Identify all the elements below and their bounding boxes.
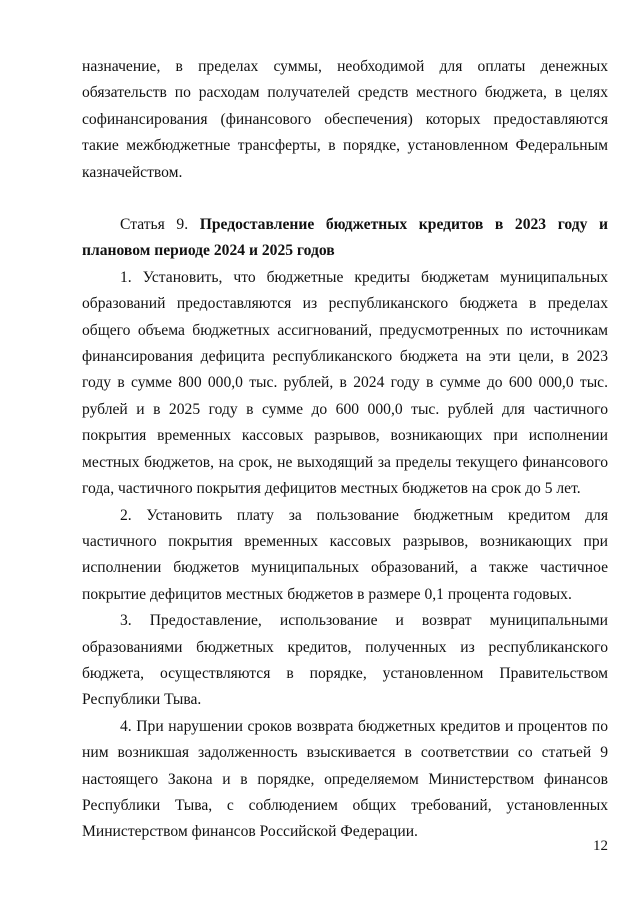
article-paragraph-3: 3. Предоставление, использование и возврат муниципальными образованиями бюджетных кредитов, полученных из республиканского бюджета, осуществляются в порядке, установленном Правительством Республики Тыва. xyxy=(82,612,608,709)
page-number: 12 xyxy=(593,838,608,854)
article-title: Предоставление бюджетных кредитов в 2023 году и плановом периоде 2024 и 2025 годов xyxy=(82,216,608,260)
article-prefix: Статья 9. xyxy=(120,216,200,234)
continuation-paragraph: назначение, в пределах суммы, необходимой для оплаты денежных обязательств по расходам получателей средств местного бюджета, в целях софинансирования (финансового обеспечения) которых предоставляются такие межбюджетные трансферты, в порядке, установленном Федеральным казначейством. xyxy=(82,58,608,181)
document-body xyxy=(82,54,608,846)
article-paragraph-4: 4. При нарушении сроков возврата бюджетных кредитов и процентов по ним возникшая задолженность взыскивается в соответствии со статьей 9 настоящего Закона и в порядке, определяемом Министерством финансов Республики Тыва, с соблюдением общих требований, установленных Министерством финансов Российской Федерации. xyxy=(82,717,608,841)
article-paragraph-1: 1. Установить, что бюджетные кредиты бюджетам муниципальных образований предоставляются из республиканского бюджета в пределах общего объема бюджетных ассигнований, предусмотренных по источникам финансирования дефицита республиканского бюджета на эти цели, в 2023 году в сумме 800 000,0 тыс. рублей, в 2024 году в сумме до 600 000,0 тыс. рублей и в 2025 году в сумме до 600 000,0 тыс. рублей для частичного покрытия временных кассовых разрывов, возникающих при исполнении местных бюджетов, на срок, не выходящий за пределы текущего финансового года, частичного покрытия дефицитов местных бюджетов на срок до 5 лет. xyxy=(82,268,608,498)
article-paragraph-2: 2. Установить плату за пользование бюджетным кредитом для частичного покрытия временных кассовых разрывов, возникающих при исполнении бюджетов муниципальных образований, а также частичное покрытие дефицитов местных бюджетов в размере 0,1 процента годовых. xyxy=(82,506,608,603)
article-heading xyxy=(82,212,608,265)
